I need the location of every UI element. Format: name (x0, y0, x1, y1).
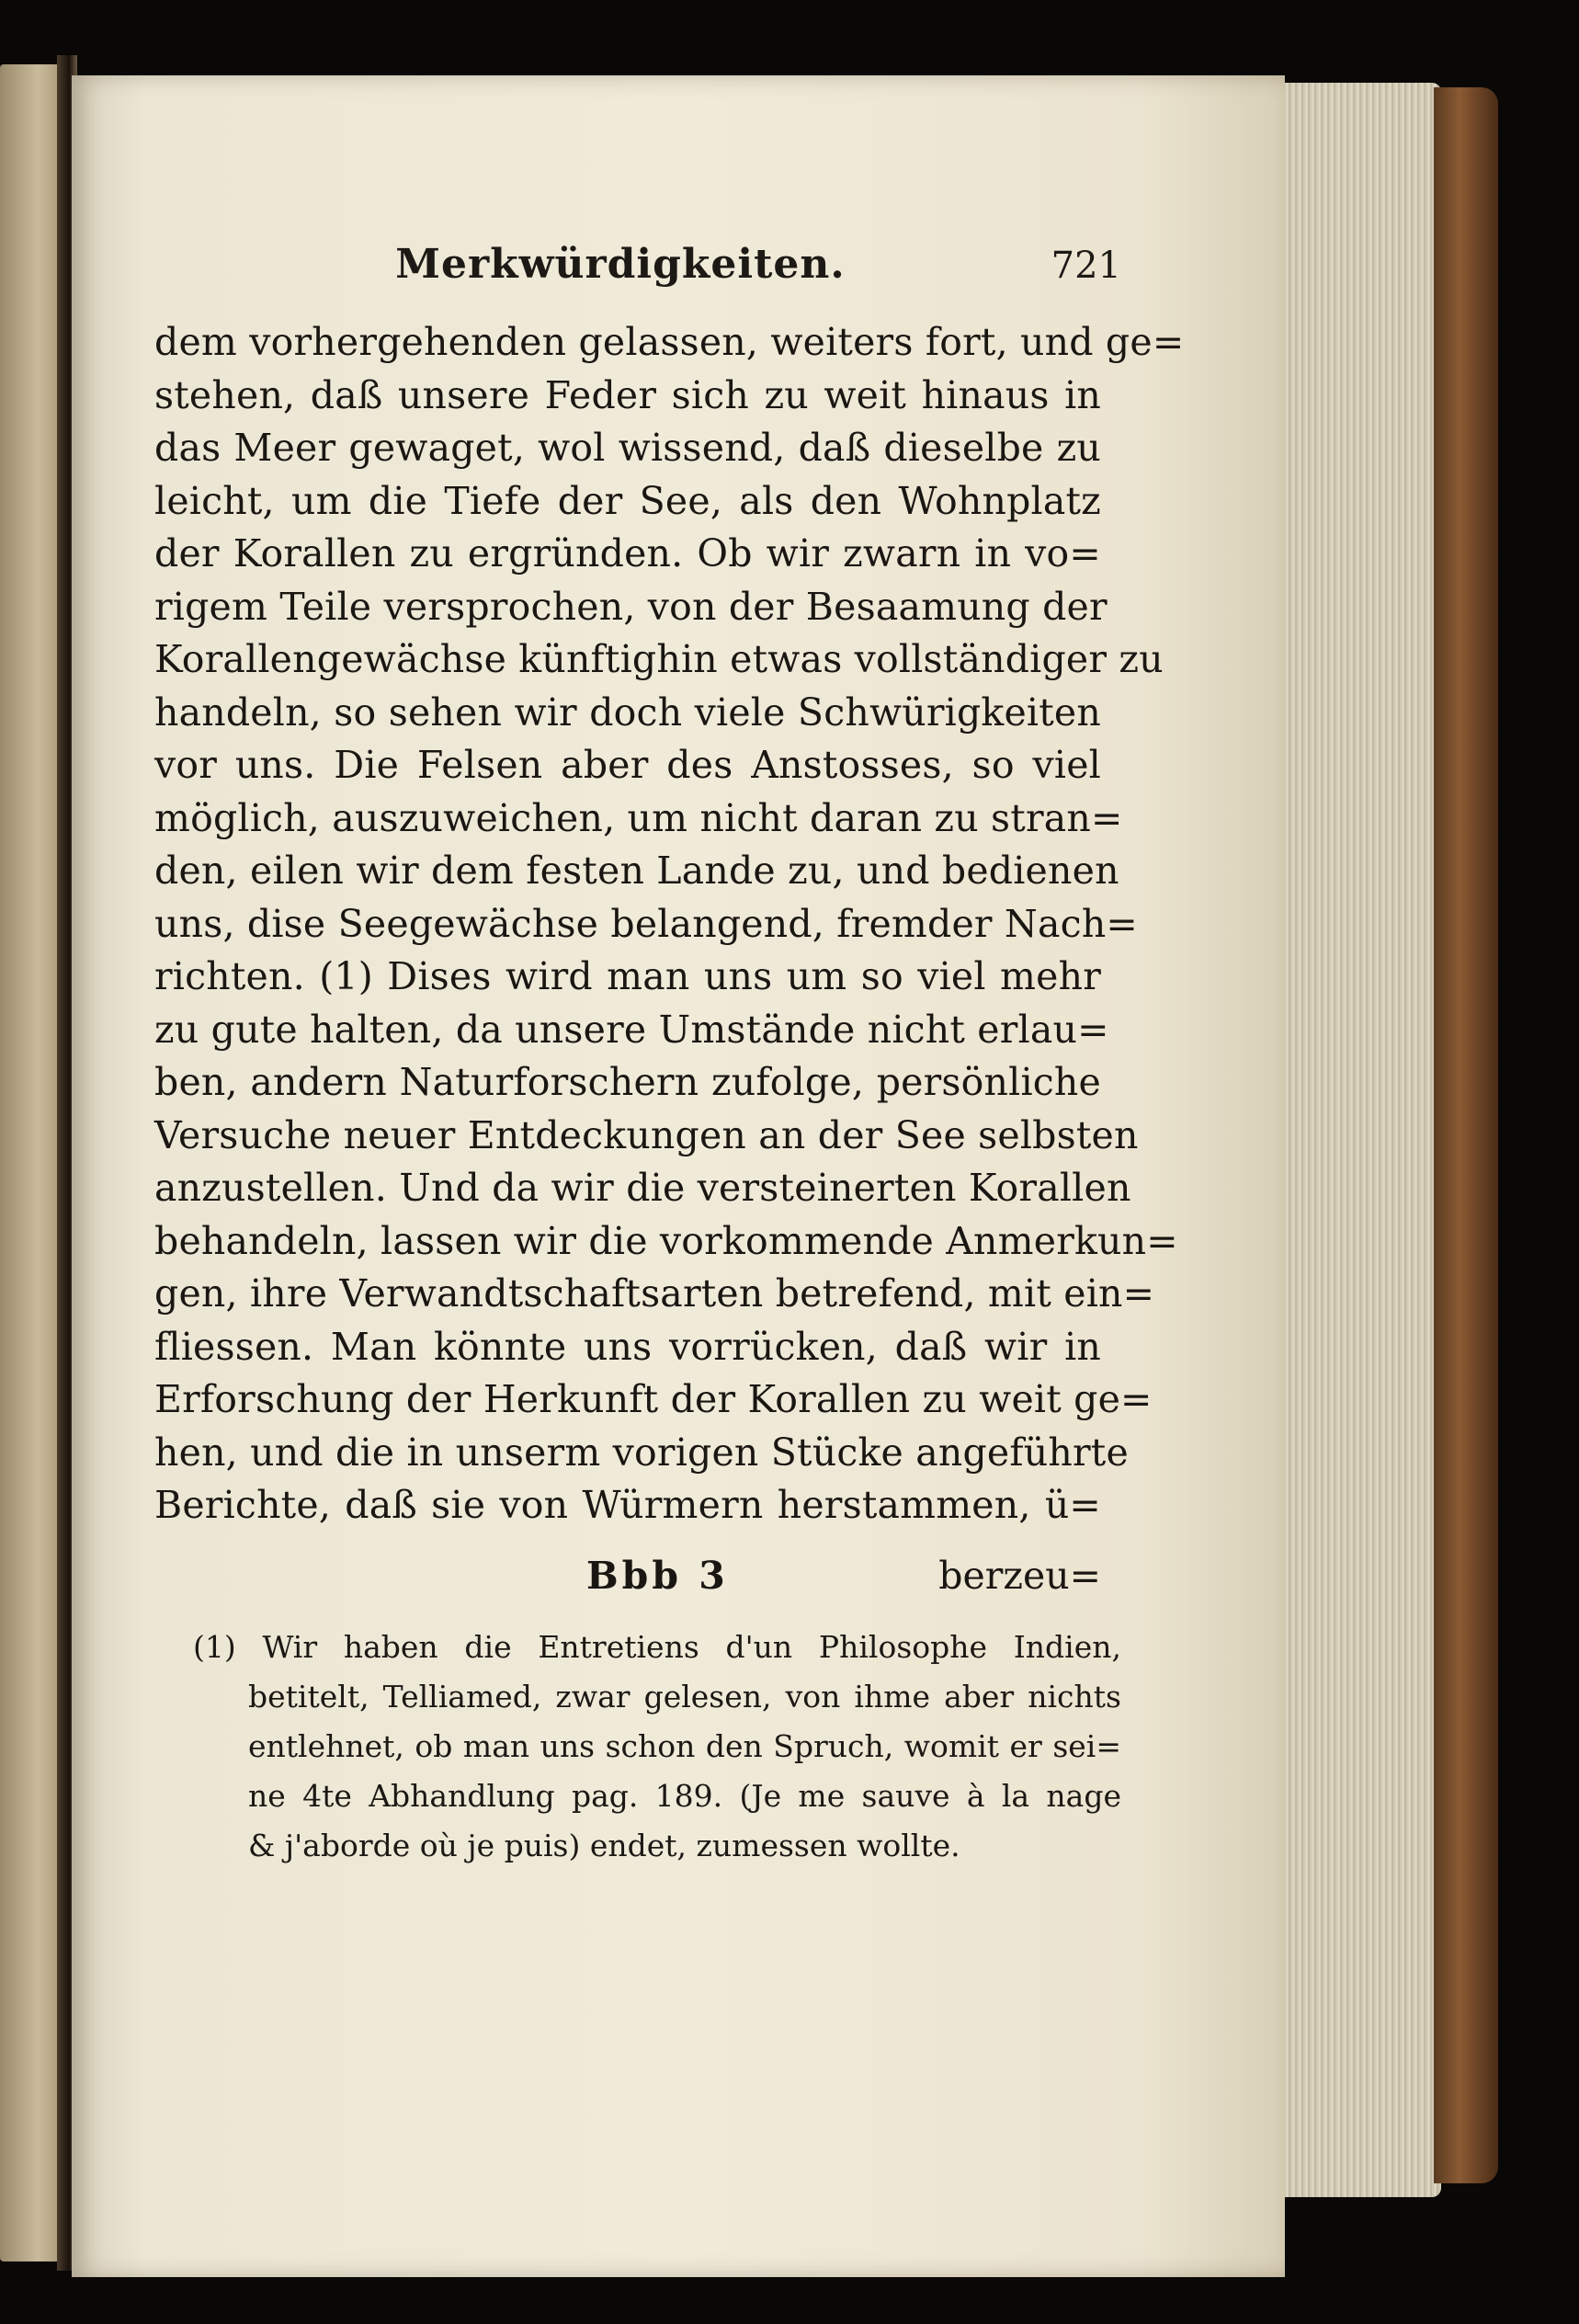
text-line: anzustellen. Und da wir die versteinerten Korallen (154, 1166, 1131, 1210)
catchword: berzeu= (938, 1554, 1101, 1598)
footnote-line: betitelt, Telliamed, zwar gelesen, von ihme aber nichts (248, 1679, 1121, 1715)
text-line: uns, dise Seegewächse belangend, fremder Nach= (154, 901, 1138, 946)
signature-row (154, 1554, 1101, 1607)
text-line: dem vorhergehenden gelassen, weiters fort, und ge= (154, 320, 1185, 364)
text-line: richten. (1) Dises wird man uns um so viel mehr (154, 954, 1101, 998)
text-line: möglich, auszuweichen, um nicht daran zu stran= (154, 795, 1123, 840)
text-line: gen, ihre Verwandtschaftsarten betrefend, mit ein= (154, 1271, 1155, 1316)
footnote-line: (1) Wir haben die Entretiens d'un Philosophe Indien, (193, 1629, 1121, 1665)
text-line: handeln, so sehen wir doch viele Schwürigkeiten (154, 689, 1101, 735)
text-line: ben, andern Naturforschern zufolge, persönliche (154, 1060, 1101, 1104)
text-line: zu gute halten, da unsere Umstände nicht erlau= (154, 1007, 1109, 1052)
page-edges (1285, 83, 1441, 2197)
text-line: Berichte, daß sie von Würmern herstammen, ü= (154, 1483, 1101, 1527)
body-text (154, 316, 1185, 1532)
text-line: vor uns. Die Felsen aber des Anstosses, so viel (154, 743, 1101, 787)
footnote-line: & j'aborde où je puis) endet, zumessen wollte. (248, 1828, 960, 1863)
text-line: behandeln, lassen wir die vorkommende Anmerkun= (154, 1218, 1178, 1263)
text-line: rigem Teile versprochen, von der Besaamung der (154, 584, 1108, 629)
page-number: 721 (1051, 245, 1121, 287)
text-line: leicht, um die Tiefe der See, als den Wohnplatz (154, 478, 1101, 523)
text-line: fliessen. Man könnte uns vorrücken, daß wir in (154, 1324, 1101, 1369)
page-header (239, 241, 1140, 296)
running-head: Merkwürdigkeiten. (395, 241, 846, 288)
text-line: hen, und die in unserm vorigen Stücke angeführte (154, 1430, 1129, 1475)
text-line: der Korallen zu ergründen. Ob wir zwarn in vo= (154, 531, 1101, 575)
book-cover-edge (1434, 87, 1498, 2183)
text-line: Korallengewächse künftighin etwas vollständiger zu (154, 637, 1164, 681)
printer-signature: Bbb 3 (586, 1554, 729, 1598)
footnotes (193, 1623, 1121, 1871)
footnote-line: entlehnet, ob man uns schon den Spruch, womit er sei= (248, 1728, 1121, 1764)
text-line: Erforschung der Herkunft der Korallen zu weit ge= (154, 1377, 1153, 1421)
text-line: Versuche neuer Entdeckungen an der See selbsten (154, 1112, 1139, 1157)
text-line: stehen, daß unsere Feder sich zu weit hinaus in (154, 372, 1101, 417)
text-line: den, eilen wir dem festen Lande zu, und bedienen (154, 849, 1119, 893)
text-line: das Meer gewaget, wol wissend, daß dieselbe zu (154, 426, 1101, 470)
footnote-line: ne 4te Abhandlung pag. 189. (Je me sauve à la nage (248, 1778, 1121, 1814)
